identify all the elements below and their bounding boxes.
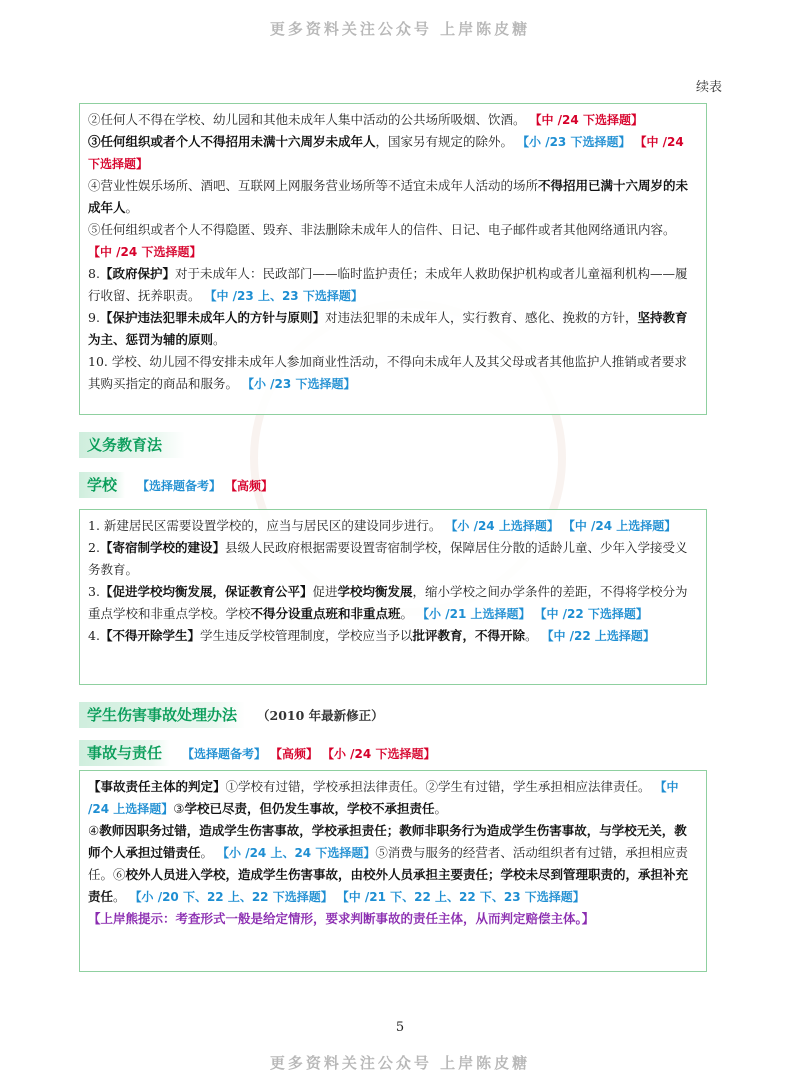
text: ，国家另有规定的除外。 xyxy=(375,134,514,149)
paragraph xyxy=(88,625,698,647)
bold-text: 【不得开除学生】 xyxy=(99,628,200,643)
paragraph xyxy=(88,219,698,263)
paragraph xyxy=(88,581,698,625)
section-student-injury xyxy=(79,702,384,728)
item-number: 8. xyxy=(88,266,100,281)
text: 。 xyxy=(125,200,139,215)
paragraph xyxy=(88,131,698,175)
text: 。 xyxy=(400,606,414,621)
exam-tag: 【中 /24 上选择题】 xyxy=(562,519,677,533)
exam-tag: 【小 /23 下选择题】 xyxy=(242,377,356,391)
item-number: 3. xyxy=(88,584,100,599)
exam-tag: 【中 /24 下选择题】 xyxy=(529,113,643,127)
paragraph xyxy=(88,515,698,537)
bold-text: 【促进学校均衡发展，保证教育公平】 xyxy=(99,584,313,599)
edition-note: （2010 年最新修正） xyxy=(257,708,384,723)
paragraph xyxy=(88,175,698,219)
bold-text: 不得招用已满十六周岁的未成年人 xyxy=(88,178,689,215)
bold-text: 教师因职务过错，造成学生伤害事故，学校承担责任；教师非职务行为造成学生伤害事故，与学校无关，教师个人承担过错责任 xyxy=(88,823,687,860)
subsection-heading: 事故与责任 xyxy=(79,740,170,766)
exam-tag: 【小 /23 下选择题】 xyxy=(517,135,631,149)
paragraph xyxy=(88,351,698,395)
text: ②任何人不得在学校、幼儿园和其他未成年人集中活动的公共场所吸烟、饮酒。 xyxy=(88,112,526,127)
exam-tag: 【中 /22 下选择题】 xyxy=(534,607,648,621)
text: ④ xyxy=(88,823,100,838)
bold-text: ③任何组织或者个人不得招用未满十六周岁未成年人 xyxy=(88,134,376,149)
paragraph xyxy=(88,537,698,581)
bold-text: 【保护违法犯罪未成年人的方针与原则】 xyxy=(99,310,325,325)
text: ，缩小学校之间办学条件的差距，不得将学校分为重点学校和非重点学校。学校 xyxy=(88,584,688,621)
text: 。 xyxy=(434,801,448,816)
exam-tag: 【小 /24 上选择题】 xyxy=(445,519,559,533)
text: ④营业性娱乐场所、酒吧、互联网上网服务营业场所等不适宜未成年人活动的场所 xyxy=(88,178,539,193)
content-box-liability xyxy=(79,770,707,972)
bold-text: 【事故责任主体的判定】 xyxy=(88,779,226,794)
continue-label: 续表 xyxy=(695,80,722,95)
text: 学生违反学校管理制度，学校应当予以 xyxy=(199,628,413,643)
bold-text: 批评教育，不得开除 xyxy=(412,628,525,643)
exam-tag: 【选择题备考】 xyxy=(182,747,267,761)
page-number: 5 xyxy=(395,1020,405,1035)
subsection-heading: 学校 xyxy=(79,472,125,498)
text: ③ xyxy=(173,801,185,816)
exam-tag: 【中 /24 下选择题】 xyxy=(88,135,684,171)
text: 1. 新建居民区需要设置学校的，应当与居民区的建设同步进行。 xyxy=(88,518,442,533)
bold-text: 坚持教育为主、惩罚为辅的原则 xyxy=(88,310,688,347)
bottom-banner: 更多资料关注公众号 上岸陈皮糖 xyxy=(269,1054,531,1072)
bold-text: 【寄宿制学校的建设】 xyxy=(99,540,225,555)
text: 对于未成年人：民政部门——临时监护责任；未成年人救助保护机构或者儿童福利机构——履行收留、抚养职责。 xyxy=(88,266,688,303)
exam-tag: 【中 /21 下、22 上、22 下、23 下选择题】 xyxy=(336,890,585,904)
exam-tag: 【小 /21 上选择题】 xyxy=(417,607,531,621)
tip-text: 【上岸熊提示：考查形式一般是给定情形，要求判断事故的责任主体，从而判定赔偿主体。】 xyxy=(88,911,595,926)
bold-text: 校外人员进入学校，造成学生伤害事故，由校外人员承担主要责任；学校未尽到管理职责的，承担补充责任 xyxy=(88,867,689,904)
paragraph xyxy=(88,263,698,307)
subsection-school xyxy=(79,472,273,498)
exam-tag: 【小 /24 下选择题】 xyxy=(322,747,436,761)
subsection-liability xyxy=(79,740,435,766)
text: 10. 学校、幼儿园不得安排未成年人参加商业性活动，不得向未成年人及其父母或者其他监护人推销或者要求其购买指定的商品和服务。 xyxy=(88,354,687,391)
section-heading: 学生伤害事故处理办法 xyxy=(79,702,245,728)
text: 。 xyxy=(200,845,214,860)
text: ①学校有过错，学校承担法律责任。②学生有过错，学生承担相应法律责任。 xyxy=(225,779,651,794)
content-box-school xyxy=(79,509,707,685)
section-heading-compulsory-education-law: 义务教育法 xyxy=(79,432,185,458)
text: 县级人民政府根据需要设置寄宿制学校，保障居住分散的适龄儿童、少年入学接受义务教育。 xyxy=(88,540,688,577)
exam-tag: 【高频】 xyxy=(270,747,319,761)
exam-tag: 【中 /24 下选择题】 xyxy=(88,245,202,259)
text: 。 xyxy=(113,889,126,904)
text: ⑤消费与服务的经营者、活动组织者有过错，承担相应责任。⑥ xyxy=(88,845,688,882)
exam-tag: 【高频】 xyxy=(225,479,274,493)
bold-text: 【政府保护】 xyxy=(99,266,175,281)
paragraph xyxy=(88,820,698,908)
exam-tag: 【小 /20 下、22 上、22 下选择题】 xyxy=(129,890,333,904)
bold-text: 学校均衡发展 xyxy=(337,584,413,599)
tip-paragraph xyxy=(88,908,698,930)
content-box-minor-protection xyxy=(79,103,707,415)
item-number: 4. xyxy=(88,628,100,643)
exam-tag: 【选择题备考】 xyxy=(137,479,222,493)
paragraph xyxy=(88,307,698,351)
bold-text: 不得分设重点班和非重点班 xyxy=(250,606,401,621)
paragraph xyxy=(88,109,698,131)
text: 对违法犯罪的未成年人，实行教育、感化、挽救的方针， xyxy=(324,310,638,325)
exam-tag: 【小 /24 上、24 下选择题】 xyxy=(217,846,376,860)
exam-tag: 【中 /23 上、23 下选择题】 xyxy=(204,289,363,303)
text: 促进 xyxy=(312,584,338,599)
exam-tag: 【中 /24 上选择题】 xyxy=(88,780,679,816)
item-number: 9. xyxy=(88,310,100,325)
text: 。 xyxy=(213,332,226,347)
exam-tag: 【中 /22 上选择题】 xyxy=(541,629,655,643)
text: ⑤任何组织或者个人不得隐匿、毁弃、非法删除未成年人的信件、日记、电子邮件或者其他网络通讯内容。 xyxy=(88,222,676,237)
paragraph xyxy=(88,776,698,820)
text: 。 xyxy=(524,628,538,643)
top-banner: 更多资料关注公众号 上岸陈皮糖 xyxy=(269,20,531,38)
item-number: 2. xyxy=(88,540,100,555)
bold-text: 学校已尽责，但仍发生事故，学校不承担责任 xyxy=(184,801,435,816)
